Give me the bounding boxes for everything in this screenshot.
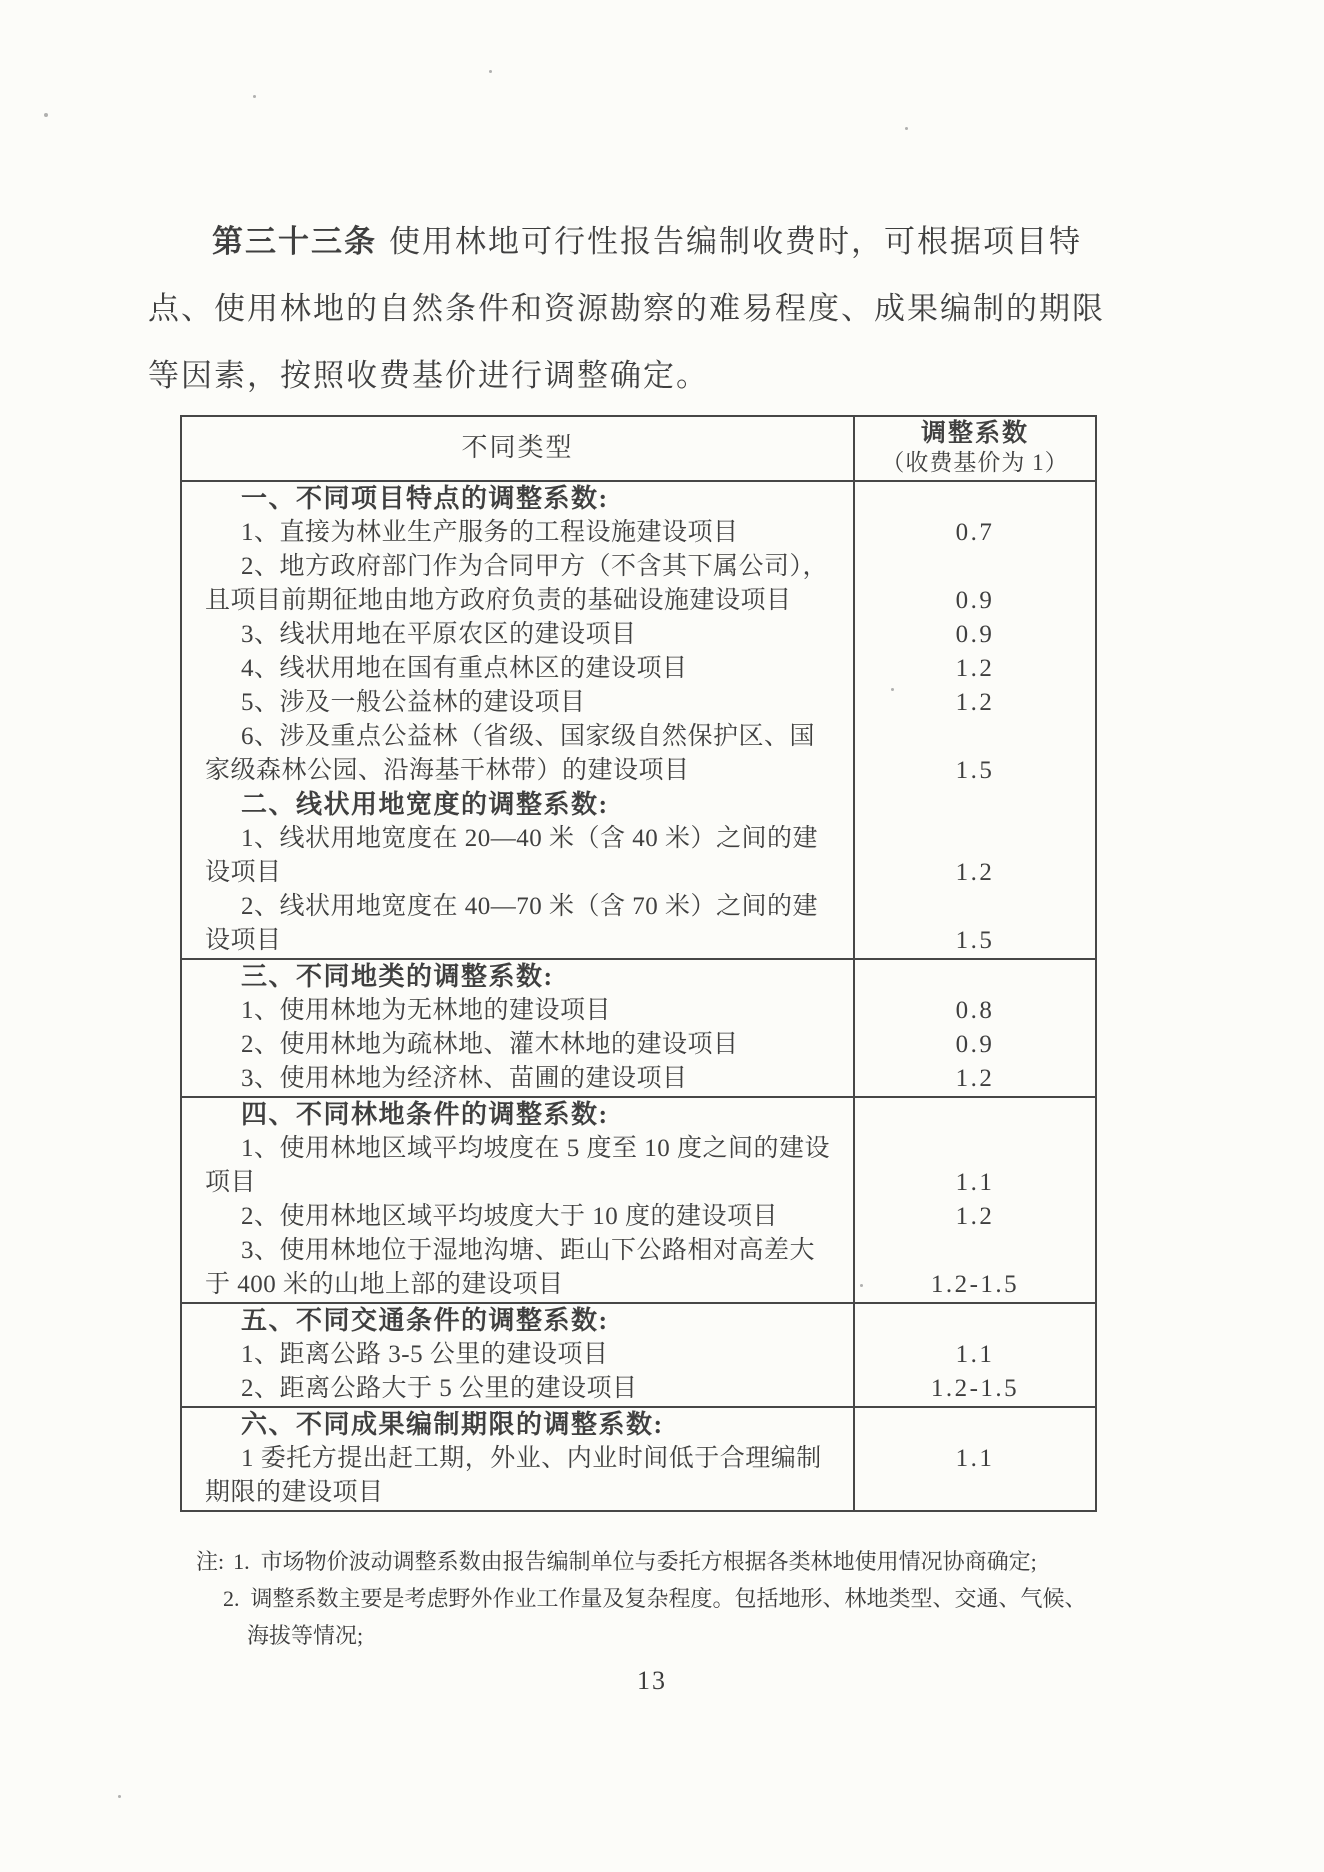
table-row: 期限的建设项目 xyxy=(182,1476,1095,1510)
scan-speckle xyxy=(489,70,492,73)
table-row: 家级森林公园、沿海基干林带）的建设项目 1.5 xyxy=(182,754,1095,788)
table-row: 3、线状用地在平原农区的建设项目 0.9 xyxy=(182,618,1095,652)
coefficient-header-line1: 调整系数 xyxy=(920,420,1029,447)
table-group-5 xyxy=(182,1406,1095,1510)
table-row: 1、使用林地为无林地的建设项目 0.8 xyxy=(182,994,1095,1028)
table-row: 且项目前期征地由地方政府负责的基础设施建设项目 0.9 xyxy=(182,584,1095,618)
note-2-text-line1: 调整系数主要是考虑野外作业工作量及复杂程度。包括地形、林地类型、交通、气候、 xyxy=(250,1586,1087,1611)
scan-speckle xyxy=(44,113,48,117)
note-1-number: 1. xyxy=(233,1549,250,1574)
table-row: 3、使用林地位于湿地沟塘、距山下公路相对高差大 xyxy=(182,1234,1095,1268)
note-2-number: 2. xyxy=(223,1586,240,1611)
table-row: 2、使用林地为疏林地、灌木林地的建设项目 0.9 xyxy=(182,1028,1095,1062)
column-header-type: 不同类型 xyxy=(461,433,574,462)
table-row: 一、不同项目特点的调整系数: xyxy=(182,482,1095,516)
table-row: 六、不同成果编制期限的调整系数: xyxy=(182,1408,1095,1442)
table-row: 1、直接为林业生产服务的工程设施建设项目 0.7 xyxy=(182,516,1095,550)
table-row: 1 委托方提出赶工期，外业、内业时间低于合理编制 1.1 xyxy=(182,1442,1095,1476)
scan-speckle xyxy=(891,688,894,691)
table-header-row xyxy=(182,417,1095,482)
intro-line-1-text: 使用林地可行性报告编制收费时，可根据项目特 xyxy=(389,224,1082,259)
intro-line-2: 点、使用林地的自然条件和资源勘察的难易程度、成果编制的期限 xyxy=(148,291,1105,326)
scan-speckle xyxy=(905,127,908,130)
fee-adjustment-table xyxy=(180,415,1097,1512)
table-row: 项目 1.1 xyxy=(182,1166,1095,1200)
table-row: 1、距离公路 3-5 公里的建设项目 1.1 xyxy=(182,1338,1095,1372)
scan-speckle xyxy=(118,1795,121,1798)
table-row: 1、线状用地宽度在 20—40 米（含 40 米）之间的建 xyxy=(182,822,1095,856)
table-group-1 xyxy=(182,482,1095,958)
note-1 xyxy=(196,1543,1176,1580)
scan-speckle xyxy=(860,1284,863,1287)
note-prefix: 注: xyxy=(196,1549,225,1574)
table-row: 二、线状用地宽度的调整系数: xyxy=(182,788,1095,822)
notes xyxy=(196,1543,1176,1654)
note-1-text: 市场物价波动调整系数由报告编制单位与委托方根据各类林地使用情况协商确定; xyxy=(260,1549,1037,1574)
table-group-2 xyxy=(182,958,1095,1096)
page-number: 13 xyxy=(637,1666,667,1695)
table-row: 三、不同地类的调整系数: xyxy=(182,960,1095,994)
table-row: 2、距离公路大于 5 公里的建设项目 1.2-1.5 xyxy=(182,1372,1095,1406)
table-row: 2、地方政府部门作为合同甲方（不含其下属公司）， xyxy=(182,550,1095,584)
intro-paragraph xyxy=(148,208,1138,409)
table-row: 设项目 1.2 xyxy=(182,856,1095,890)
intro-line-1 xyxy=(148,208,1138,275)
table-row: 于 400 米的山地上部的建设项目 1.2-1.5 xyxy=(182,1268,1095,1302)
table-row: 五、不同交通条件的调整系数: xyxy=(182,1304,1095,1338)
note-2 xyxy=(196,1580,1176,1617)
table-group-3 xyxy=(182,1096,1095,1302)
article-number: 第三十三条 xyxy=(212,224,377,259)
table-group-4 xyxy=(182,1302,1095,1406)
note-2-continuation xyxy=(196,1617,1176,1654)
table-row: 2、线状用地宽度在 40—70 米（含 70 米）之间的建 xyxy=(182,890,1095,924)
column-header-coefficient xyxy=(853,417,1095,480)
table-row: 四、不同林地条件的调整系数: xyxy=(182,1098,1095,1132)
table-row: 5、涉及一般公益林的建设项目 1.2 xyxy=(182,686,1095,720)
table-row: 2、使用林地区域平均坡度大于 10 度的建设项目 1.2 xyxy=(182,1200,1095,1234)
coefficient-header-line2: （收费基价为 1） xyxy=(881,450,1069,475)
table-row: 3、使用林地为经济林、苗圃的建设项目 1.2 xyxy=(182,1062,1095,1096)
table-row: 设项目 1.5 xyxy=(182,924,1095,958)
table-row: 1、使用林地区域平均坡度在 5 度至 10 度之间的建设 xyxy=(182,1132,1095,1166)
scan-speckle xyxy=(253,95,256,98)
table-row: 4、线状用地在国有重点林区的建设项目 1.2 xyxy=(182,652,1095,686)
table-row: 6、涉及重点公益林（省级、国家级自然保护区、国 xyxy=(182,720,1095,754)
intro-line-3: 等因素，按照收费基价进行调整确定。 xyxy=(148,358,709,393)
note-2-text-line2: 海拔等情况; xyxy=(247,1623,364,1648)
